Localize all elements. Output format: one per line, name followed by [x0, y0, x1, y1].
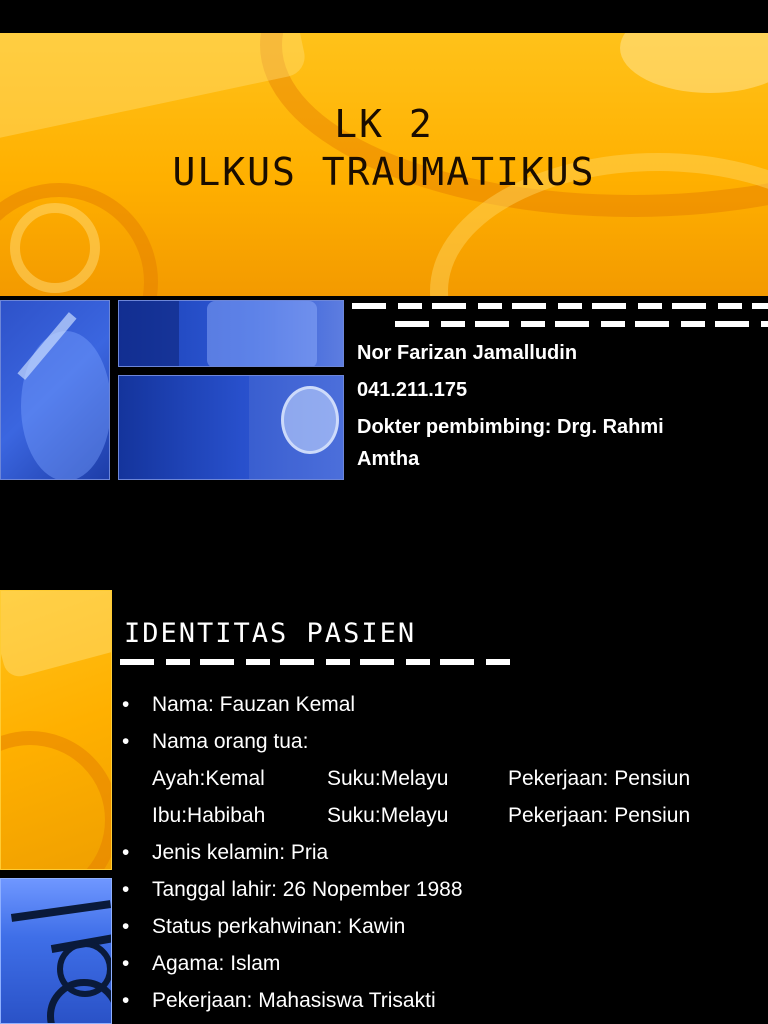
- bullet-icon: •: [122, 730, 130, 753]
- bullet-icon: •: [122, 878, 130, 901]
- medical-instruments-photo: [0, 878, 112, 1024]
- student-id: 041.211.175: [357, 379, 468, 401]
- bullet-icon: •: [122, 915, 130, 938]
- mother-row: [122, 797, 762, 834]
- supervisor-line-2: Amtha: [357, 448, 420, 470]
- bullet-icon: •: [122, 952, 130, 975]
- patient-name: Nama: Fauzan Kemal: [152, 693, 356, 716]
- decorative-dash-line: [352, 303, 768, 309]
- list-item: [122, 834, 762, 871]
- mother-job: Pekerjaan: Pensiun: [508, 804, 691, 827]
- title-line-1: LK 2: [334, 102, 434, 146]
- religion: Agama: Islam: [152, 952, 281, 975]
- brain-scan-photo: [118, 375, 344, 480]
- mother-ethnicity: Suku:Melayu: [327, 804, 449, 827]
- author-name: Nor Farizan Jamalludin: [357, 342, 578, 364]
- bullet-icon: •: [122, 693, 130, 716]
- father-ethnicity: Suku:Melayu: [327, 767, 449, 790]
- father-row: [122, 760, 762, 797]
- list-item: [122, 686, 762, 723]
- parents-label: Nama orang tua:: [152, 730, 309, 753]
- bullet-icon: •: [122, 989, 130, 1012]
- mother-name: Ibu:Habibah: [152, 804, 266, 827]
- slide-title: IDENTITAS PASIEN: [124, 618, 417, 649]
- title-line-2: ULKUS TRAUMATIKUS: [172, 150, 596, 194]
- list-item: [122, 945, 762, 982]
- marital-status: Status perkahwinan: Kawin: [152, 915, 406, 938]
- stethoscope-photo: [0, 590, 112, 870]
- decorative-dash-line: [120, 659, 510, 665]
- list-item: [122, 982, 762, 1019]
- decorative-dash-line: [395, 321, 768, 327]
- list-item: [122, 908, 762, 945]
- bullet-icon: •: [122, 841, 130, 864]
- patient-details-list: [122, 686, 762, 1019]
- list-item: [122, 723, 762, 760]
- birth-date: Tanggal lahir: 26 Nopember 1988: [152, 878, 463, 901]
- father-job: Pekerjaan: Pensiun: [508, 767, 691, 790]
- supervisor-line-1: Dokter pembimbing: Drg. Rahmi: [357, 416, 664, 438]
- medicine-vial-photo: [118, 300, 344, 367]
- gender: Jenis kelamin: Pria: [152, 841, 329, 864]
- patient-identity-slide: [0, 590, 768, 1024]
- list-item: [122, 871, 762, 908]
- occupation: Pekerjaan: Mahasiswa Trisakti: [152, 989, 436, 1012]
- slide-title: [0, 100, 768, 196]
- supervisor: [357, 411, 757, 475]
- syringe-photo: [0, 300, 110, 480]
- father-name: Ayah:Kemal: [152, 767, 265, 790]
